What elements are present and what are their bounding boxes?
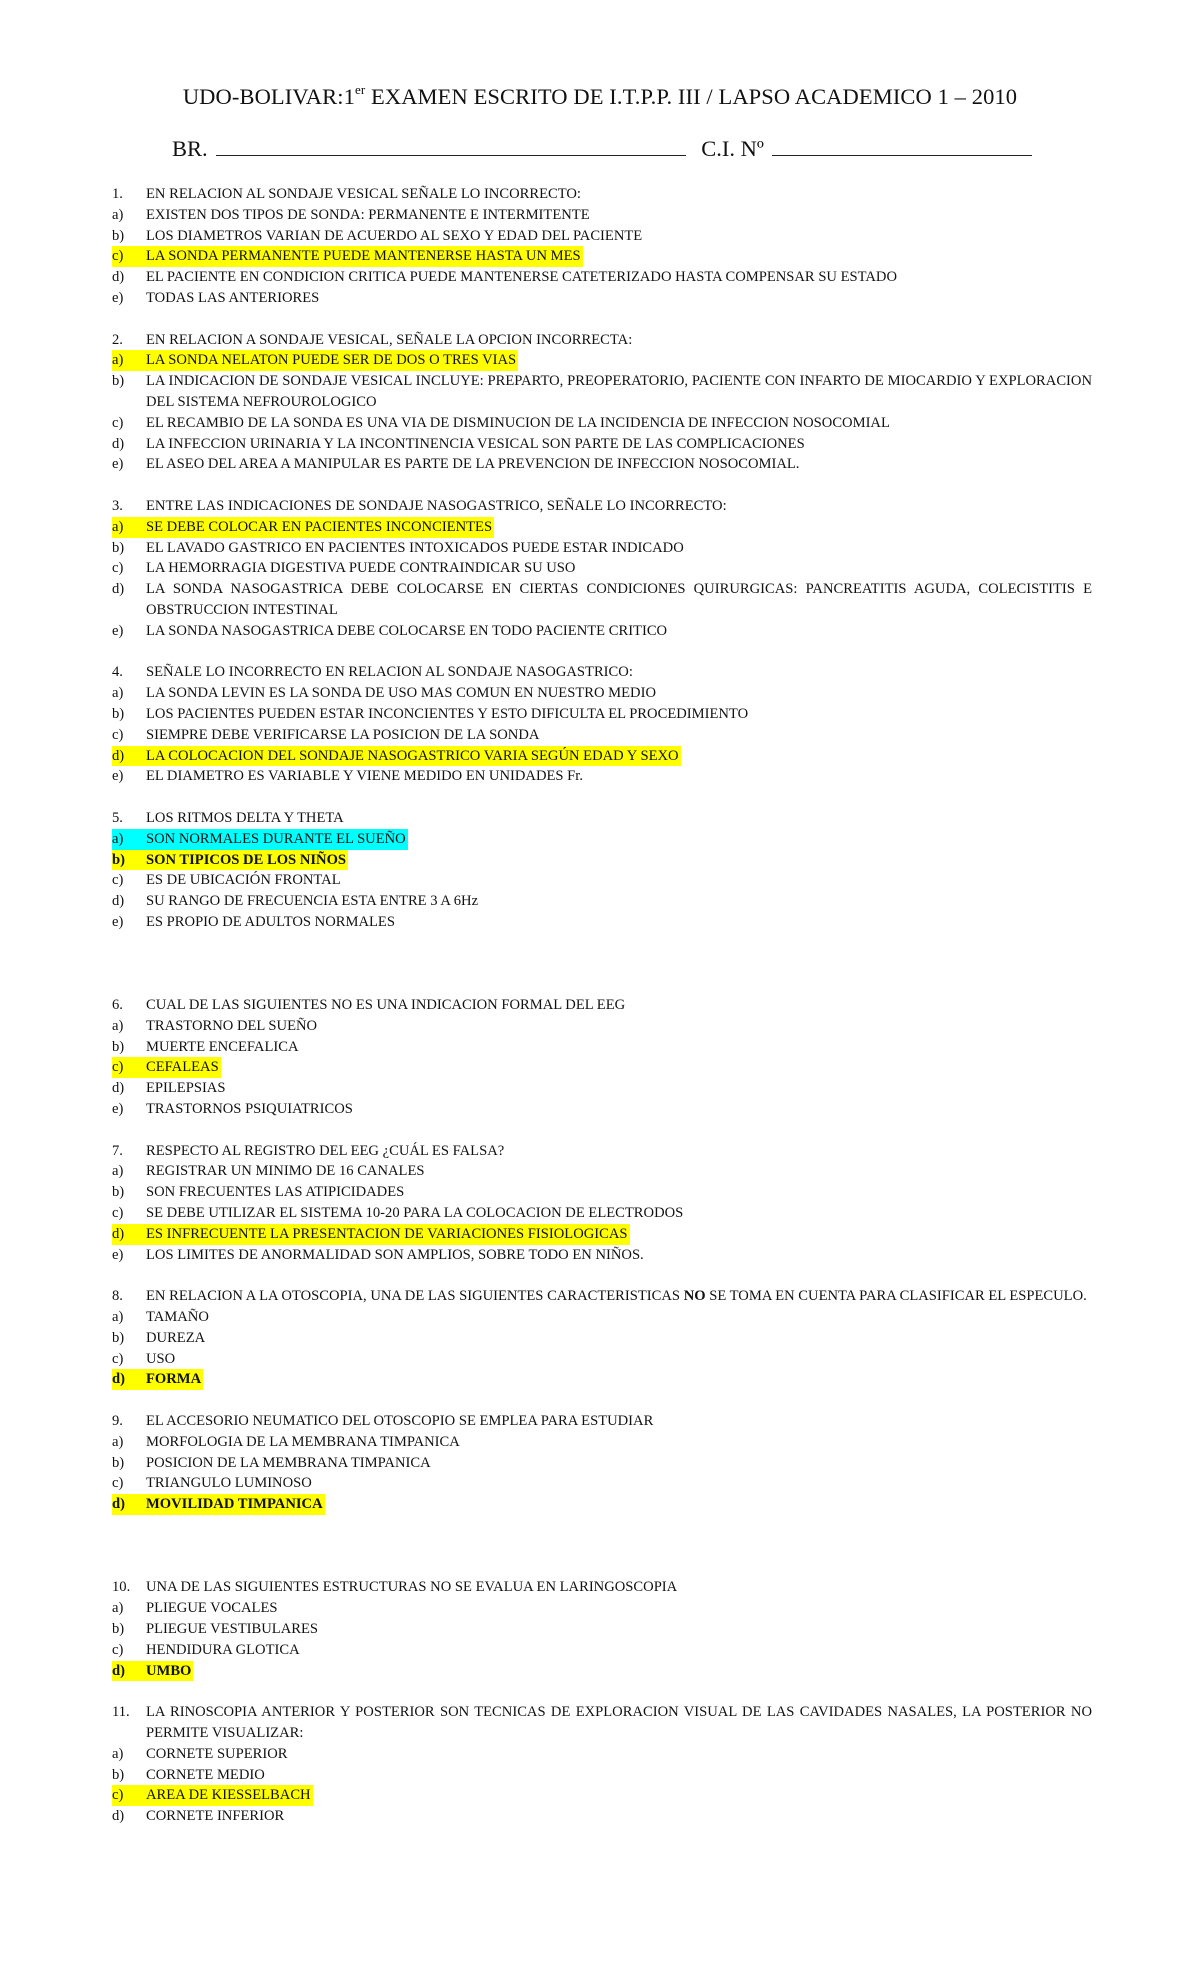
option-text: TRASTORNO DEL SUEÑO [146, 1017, 318, 1034]
option-text: EL DIAMETRO ES VARIABLE Y VIENE MEDIDO EN UNIDADES Fr. [146, 768, 583, 785]
answer-option[interactable] [112, 766, 1092, 787]
option-text: TRASTORNOS PSIQUIATRICOS [146, 1101, 353, 1118]
exam-title [0, 84, 1200, 110]
option-text: CORNETE SUPERIOR [146, 1745, 288, 1762]
answer-option[interactable] [112, 1765, 1092, 1786]
question-stem [112, 1411, 1092, 1432]
option-text: MUERTE ENCEFALICA [146, 1038, 299, 1055]
highlighted-answer: b) SON TIPICOS DE LOS NIÑOS [112, 850, 348, 871]
option-text: CORNETE MEDIO [146, 1766, 265, 1783]
option-text: TRIANGULO LUMINOSO [146, 1475, 312, 1492]
option-label: b) [112, 1454, 125, 1471]
option-text: SE DEBE UTILIZAR EL SISTEMA 10-20 PARA LA COLOCACION DE ELECTRODOS [146, 1205, 684, 1222]
option-text: REGISTRAR UN MINIMO DE 16 CANALES [146, 1163, 425, 1180]
question-10 [112, 1577, 1092, 1681]
answer-option[interactable] [112, 1307, 1092, 1328]
answer-option[interactable] [112, 870, 1092, 891]
question-text: ENTRE LAS INDICACIONES DE SONDAJE NASOGASTRICO, SEÑALE LO INCORRECTO: [146, 497, 727, 514]
option-text: LOS LIMITES DE ANORMALIDAD SON AMPLIOS, SOBRE TODO EN NIÑOS. [146, 1246, 644, 1263]
answer-option[interactable] [112, 1785, 1092, 1806]
option-text: EL PACIENTE EN CONDICION CRITICA PUEDE MANTENERSE CATETERIZADO HASTA COMPENSAR SU ESTADO [146, 269, 898, 286]
spacer [112, 1536, 1092, 1578]
option-text: EL ASEO DEL AREA A MANIPULAR ES PARTE DE LA PREVENCION DE INFECCION NOSOCOMIAL. [146, 456, 800, 473]
answer-option[interactable] [112, 1473, 1092, 1494]
answer-option[interactable] [112, 288, 1092, 309]
highlighted-answer: c) LA SONDA PERMANENTE PUEDE MANTENERSE HASTA UN MES [112, 246, 583, 267]
answer-option[interactable] [112, 371, 1092, 413]
answer-option[interactable] [112, 1161, 1092, 1182]
question-stem [112, 184, 1092, 205]
question-number: 11. [112, 1704, 130, 1721]
highlighted-answer: c) AREA DE KIESSELBACH [112, 1785, 313, 1806]
title-superscript: er [354, 82, 366, 97]
title-text-rest: EXAMEN ESCRITO DE I.T.P.P. III / LAPSO ACADEMICO 1 – 2010 [365, 84, 1018, 109]
option-label: a) [112, 1433, 124, 1450]
highlighted-answer: a) LA SONDA NELATON PUEDE SER DE DOS O TRES VIAS [112, 350, 518, 371]
question-number: 2. [112, 331, 123, 348]
option-label: b) [112, 1184, 125, 1201]
option-label: b) [112, 1038, 125, 1055]
option-text: LOS PACIENTES PUEDEN ESTAR INCONCIENTES Y ESTO DIFICULTA EL PROCEDIMIENTO [146, 705, 749, 722]
answer-option[interactable] [112, 246, 1092, 267]
option-text: LA SONDA LEVIN ES LA SONDA DE USO MAS COMUN EN NUESTRO MEDIO [146, 685, 656, 702]
option-label: d) [112, 1080, 125, 1097]
option-label: c) [112, 1475, 124, 1492]
option-label: c) [112, 726, 124, 743]
question-text: UNA DE LAS SIGUIENTES ESTRUCTURAS NO SE EVALUA EN LARINGOSCOPIA [146, 1579, 678, 1596]
option-label: b) [112, 1329, 125, 1346]
answer-option[interactable] [112, 912, 1092, 933]
name-blank[interactable] [216, 137, 686, 156]
question-text: LA RINOSCOPIA ANTERIOR Y POSTERIOR SON TECNICAS DE EXPLORACION VISUAL DE LAS CAVIDADES NASALES, LA POSTERIOR NO PERMITE VISUALIZAR: [146, 1704, 1092, 1741]
question-list [112, 184, 1092, 1848]
question-stem [112, 496, 1092, 517]
option-text: ES DE UBICACIÓN FRONTAL [146, 872, 341, 889]
question-stem [112, 1286, 1092, 1307]
option-label: c) [112, 1350, 124, 1367]
answer-option[interactable] [112, 267, 1092, 288]
question-text: EL ACCESORIO NEUMATICO DEL OTOSCOPIO SE EMPLEA PARA ESTUDIAR [146, 1413, 654, 1430]
question-stem [112, 662, 1092, 683]
option-text: ES PROPIO DE ADULTOS NORMALES [146, 913, 395, 930]
option-text: LOS DIAMETROS VARIAN DE ACUERDO AL SEXO Y EDAD DEL PACIENTE [146, 227, 643, 244]
option-label: d) [112, 1808, 125, 1825]
answer-option[interactable] [112, 454, 1092, 475]
question-stem [112, 808, 1092, 829]
question-8 [112, 1286, 1092, 1390]
answer-option[interactable] [112, 1057, 1092, 1078]
option-label: c) [112, 1641, 124, 1658]
question-text: CUAL DE LAS SIGUIENTES NO ES UNA INDICACION FORMAL DEL EEG [146, 997, 626, 1014]
option-text: TODAS LAS ANTERIORES [146, 289, 320, 306]
option-text: PLIEGUE VESTIBULARES [146, 1620, 319, 1637]
student-info-line [172, 136, 1032, 162]
answer-option[interactable] [112, 1328, 1092, 1349]
br-label: BR. [172, 136, 208, 161]
option-label: d) [112, 893, 125, 910]
option-label: d) [112, 269, 125, 286]
answer-option[interactable] [112, 350, 1092, 371]
question-stem [112, 330, 1092, 351]
question-6 [112, 995, 1092, 1120]
answer-option[interactable] [112, 1619, 1092, 1640]
answer-option[interactable] [112, 1099, 1092, 1120]
option-text: POSICION DE LA MEMBRANA TIMPANICA [146, 1454, 431, 1471]
question-2 [112, 330, 1092, 476]
answer-option[interactable] [112, 434, 1092, 455]
option-label: e) [112, 456, 124, 473]
option-text: SU RANGO DE FRECUENCIA ESTA ENTRE 3 A 6Hz [146, 893, 479, 910]
answer-option[interactable] [112, 205, 1092, 226]
question-text: EN RELACION A SONDAJE VESICAL, SEÑALE LA OPCION INCORRECTA: [146, 331, 633, 348]
question-number: 10. [112, 1579, 131, 1596]
answer-option[interactable] [112, 1640, 1092, 1661]
highlighted-answer: d) FORMA [112, 1369, 203, 1390]
question-number: 9. [112, 1413, 123, 1430]
answer-option[interactable] [112, 1037, 1092, 1058]
answer-option[interactable] [112, 891, 1092, 912]
option-label: a) [112, 206, 124, 223]
question-stem [112, 995, 1092, 1016]
question-stem [112, 1141, 1092, 1162]
option-text: PLIEGUE VOCALES [146, 1600, 278, 1617]
option-label: e) [112, 913, 124, 930]
option-label: d) [112, 435, 125, 452]
option-text: USO [146, 1350, 176, 1367]
answer-option[interactable] [112, 850, 1092, 871]
option-label: a) [112, 1745, 124, 1762]
option-text: HENDIDURA GLOTICA [146, 1641, 300, 1658]
option-text: CORNETE INFERIOR [146, 1808, 285, 1825]
question-3 [112, 496, 1092, 642]
question-number: 7. [112, 1142, 123, 1159]
option-label: c) [112, 560, 124, 577]
highlighted-answer: d) UMBO [112, 1661, 193, 1682]
option-text: LA SONDA NASOGASTRICA DEBE COLOCARSE EN TODO PACIENTE CRITICO [146, 622, 668, 639]
answer-option[interactable] [112, 1016, 1092, 1037]
question-number: 6. [112, 997, 123, 1014]
option-label: b) [112, 227, 125, 244]
question-number: 8. [112, 1288, 123, 1305]
option-label: b) [112, 1766, 125, 1783]
answer-option[interactable] [112, 1203, 1092, 1224]
question-text: EN RELACION A LA OTOSCOPIA, UNA DE LAS SIGUIENTES CARACTERISTICAS NO SE TOMA EN CUENTA PARA CLASIFICAR EL ESPECULO. [146, 1288, 1087, 1305]
answer-option[interactable] [112, 1661, 1092, 1682]
answer-option[interactable] [112, 226, 1092, 247]
highlighted-answer: d) ES INFRECUENTE LA PRESENTACION DE VARIACIONES FISIOLOGICAS [112, 1224, 630, 1245]
answer-option[interactable] [112, 704, 1092, 725]
answer-option[interactable] [112, 538, 1092, 559]
answer-option[interactable] [112, 1182, 1092, 1203]
option-text: TAMAÑO [146, 1309, 209, 1326]
option-text: LA HEMORRAGIA DIGESTIVA PUEDE CONTRAINDICAR SU USO [146, 560, 576, 577]
title-text: UDO-BOLIVAR:1 [182, 84, 355, 109]
option-label: a) [112, 685, 124, 702]
option-label: a) [112, 1017, 124, 1034]
question-stem [112, 1577, 1092, 1598]
answer-option[interactable] [112, 1453, 1092, 1474]
question-1 [112, 184, 1092, 309]
option-label: e) [112, 622, 124, 639]
option-text: LA INDICACION DE SONDAJE VESICAL INCLUYE: PREPARTO, PREOPERATORIO, PACIENTE CON INFARTO DE MIOCARDIO Y EXPLORACION DEL SISTEMA NEFROUROLOGICO [146, 373, 1092, 410]
option-text: EL RECAMBIO DE LA SONDA ES UNA VIA DE DISMINUCION DE LA INCIDENCIA DE INFECCION NOSOCOMIAL [146, 414, 890, 431]
highlighted-answer: c) CEFALEAS [112, 1057, 221, 1078]
option-label: e) [112, 289, 124, 306]
answer-option[interactable] [112, 1432, 1092, 1453]
answer-option[interactable] [112, 1078, 1092, 1099]
answer-option[interactable] [112, 558, 1092, 579]
answer-option[interactable] [112, 1494, 1092, 1515]
answer-option[interactable] [112, 1598, 1092, 1619]
answer-option[interactable] [112, 1245, 1092, 1266]
answer-option[interactable] [112, 829, 1092, 850]
ci-blank[interactable] [772, 137, 1032, 156]
option-label: c) [112, 1205, 124, 1222]
answer-option[interactable] [112, 683, 1092, 704]
option-label: b) [112, 1620, 125, 1637]
option-text: EL LAVADO GASTRICO EN PACIENTES INTOXICADOS PUEDE ESTAR INDICADO [146, 539, 684, 556]
highlighted-answer: a) SON NORMALES DURANTE EL SUEÑO [112, 829, 408, 850]
question-text: SEÑALE LO INCORRECTO EN RELACION AL SONDAJE NASOGASTRICO: [146, 664, 633, 681]
option-text: EXISTEN DOS TIPOS DE SONDA: PERMANENTE E INTERMITENTE [146, 206, 590, 223]
option-text: LA INFECCION URINARIA Y LA INCONTINENCIA VESICAL SON PARTE DE LAS COMPLICACIONES [146, 435, 805, 452]
question-number: 5. [112, 809, 123, 826]
question-7 [112, 1141, 1092, 1266]
answer-option[interactable] [112, 1224, 1092, 1245]
ci-label: C.I. Nº [701, 136, 764, 161]
answer-option[interactable] [112, 746, 1092, 767]
option-text: DUREZA [146, 1329, 206, 1346]
question-5 [112, 808, 1092, 933]
answer-option[interactable] [112, 621, 1092, 642]
option-label: d) [112, 581, 125, 598]
question-9 [112, 1411, 1092, 1515]
option-text: MORFOLOGIA DE LA MEMBRANA TIMPANICA [146, 1433, 460, 1450]
option-text: SON FRECUENTES LAS ATIPICIDADES [146, 1184, 405, 1201]
option-text: LA SONDA NASOGASTRICA DEBE COLOCARSE EN CIERTAS CONDICIONES QUIRURGICAS: PANCREATITIS AGUDA, COLECISTITIS E OBSTRUCCION INTESTINAL [146, 581, 1092, 618]
answer-option[interactable] [112, 1349, 1092, 1370]
answer-option[interactable] [112, 1744, 1092, 1765]
option-label: a) [112, 1600, 124, 1617]
question-text: LOS RITMOS DELTA Y THETA [146, 809, 344, 826]
question-number: 1. [112, 186, 123, 202]
answer-option[interactable] [112, 725, 1092, 746]
question-number: 4. [112, 664, 123, 681]
emphasis-no: NO [683, 1288, 706, 1305]
answer-option[interactable] [112, 1369, 1092, 1390]
spacer [112, 953, 1092, 995]
option-text: EPILEPSIAS [146, 1080, 226, 1097]
highlighted-answer: d) MOVILIDAD TIMPANICA [112, 1494, 325, 1515]
option-label: e) [112, 1246, 124, 1263]
option-label: a) [112, 1163, 124, 1180]
option-label: b) [112, 539, 125, 556]
highlighted-answer: a) SE DEBE COLOCAR EN PACIENTES INCONCIENTES [112, 517, 494, 538]
answer-option[interactable] [112, 1806, 1092, 1827]
question-text: EN RELACION AL SONDAJE VESICAL SEÑALE LO INCORRECTO: [146, 186, 581, 202]
question-text: RESPECTO AL REGISTRO DEL EEG ¿CUÁL ES FALSA? [146, 1142, 505, 1159]
question-11 [112, 1702, 1092, 1827]
option-label: b) [112, 373, 125, 390]
option-label: c) [112, 414, 124, 431]
question-4 [112, 662, 1092, 787]
highlighted-answer: d) LA COLOCACION DEL SONDAJE NASOGASTRICO VARIA SEGÚN EDAD Y SEXO [112, 746, 681, 767]
option-label: a) [112, 1309, 124, 1326]
question-stem [112, 1702, 1092, 1744]
option-label: e) [112, 1101, 124, 1118]
answer-option[interactable] [112, 517, 1092, 538]
answer-option[interactable] [112, 413, 1092, 434]
option-label: c) [112, 872, 124, 889]
option-label: e) [112, 768, 124, 785]
answer-option[interactable] [112, 579, 1092, 621]
option-label: b) [112, 705, 125, 722]
option-text: SIEMPRE DEBE VERIFICARSE LA POSICION DE LA SONDA [146, 726, 540, 743]
question-number: 3. [112, 497, 123, 514]
